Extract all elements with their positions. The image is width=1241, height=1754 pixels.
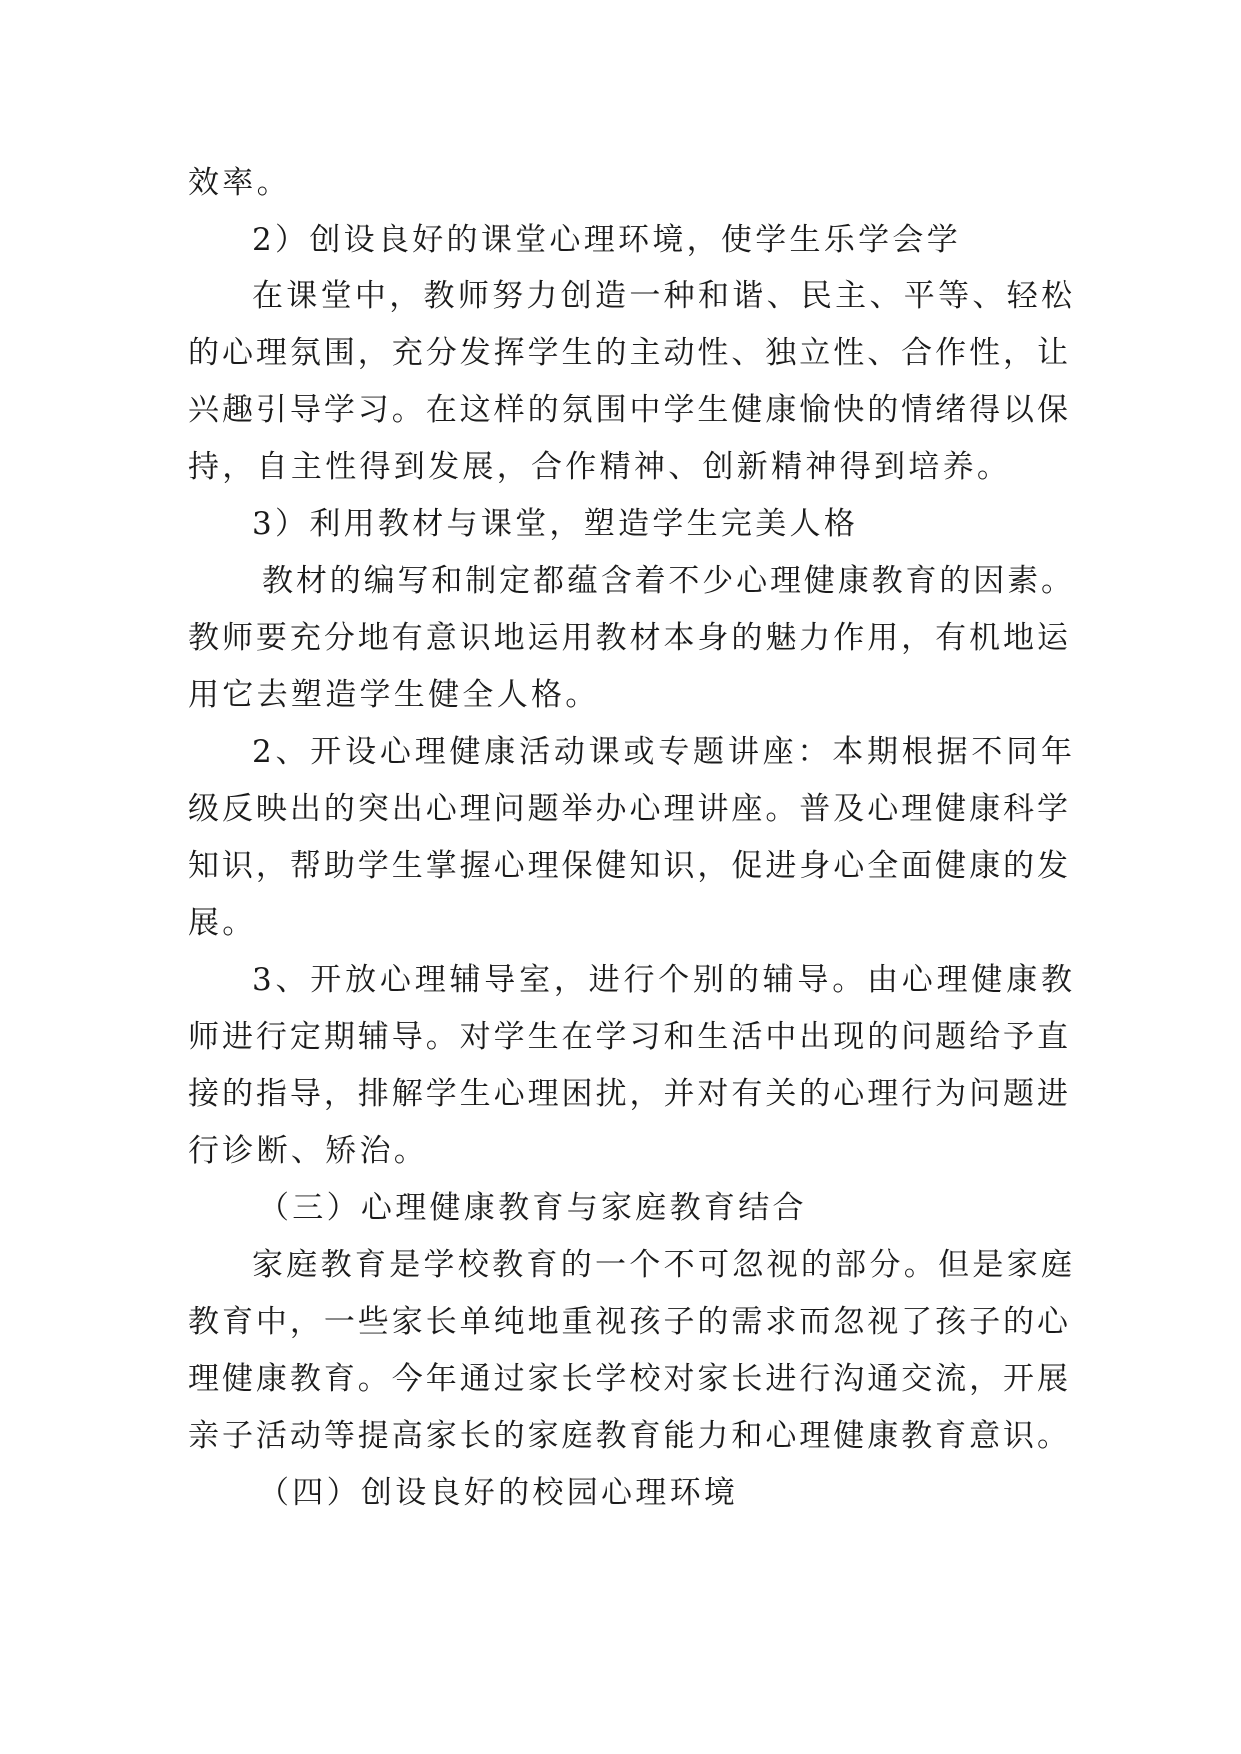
text-line: 教育中，一些家长单纯地重视孩子的需求而忽视了孩子的心 xyxy=(188,1304,1068,1340)
text-line: 师进行定期辅导。对学生在学习和生活中出现的问题给予直 xyxy=(188,1019,1068,1055)
text-line: 接的指导，排解学生心理困扰，并对有关的心理行为问题进 xyxy=(188,1076,1068,1112)
text-line: 3、开放心理辅导室，进行个别的辅导。由心理健康教 xyxy=(252,962,1072,998)
text-line: 亲子活动等提高家长的家庭教育能力和心理健康教育意识。 xyxy=(188,1418,1068,1454)
text-line: 用它去塑造学生健全人格。 xyxy=(188,677,600,713)
text-line: 展。 xyxy=(188,905,257,941)
text-line: 效率。 xyxy=(188,165,291,201)
text-line: 级反映出的突出心理问题举办心理讲座。普及心理健康科学 xyxy=(188,791,1068,827)
text-line: 2）创设良好的课堂心理环境，使学生乐学会学 xyxy=(252,222,962,258)
text-line: 理健康教育。今年通过家长学校对家长进行沟通交流，开展 xyxy=(188,1361,1068,1397)
text-line: 行诊断、矫治。 xyxy=(188,1133,429,1169)
text-line: 3）利用教材与课堂，塑造学生完美人格 xyxy=(252,506,859,542)
text-line: 在课堂中，教师努力创造一种和谐、民主、平等、轻松 xyxy=(252,278,1072,314)
text-line: 教材的编写和制定都蕴含着不少心理健康教育的因素。 xyxy=(262,563,1072,599)
text-line: 家庭教育是学校教育的一个不可忽视的部分。但是家庭 xyxy=(252,1247,1072,1283)
section-heading: （三）心理健康教育与家庭教育结合 xyxy=(258,1190,807,1226)
section-heading: （四）创设良好的校园心理环境 xyxy=(258,1475,739,1511)
text-line: 持，自主性得到发展，合作精神、创新精神得到培养。 xyxy=(188,449,1012,485)
text-line: 的心理氛围，充分发挥学生的主动性、独立性、合作性，让 xyxy=(188,335,1068,371)
text-line: 知识，帮助学生掌握心理保健知识，促进身心全面健康的发 xyxy=(188,848,1068,884)
text-line: 2、开设心理健康活动课或专题讲座：本期根据不同年 xyxy=(252,734,1072,770)
text-line: 教师要充分地有意识地运用教材本身的魅力作用，有机地运 xyxy=(188,620,1068,656)
text-line: 兴趣引导学习。在这样的氛围中学生健康愉快的情绪得以保 xyxy=(188,392,1068,428)
